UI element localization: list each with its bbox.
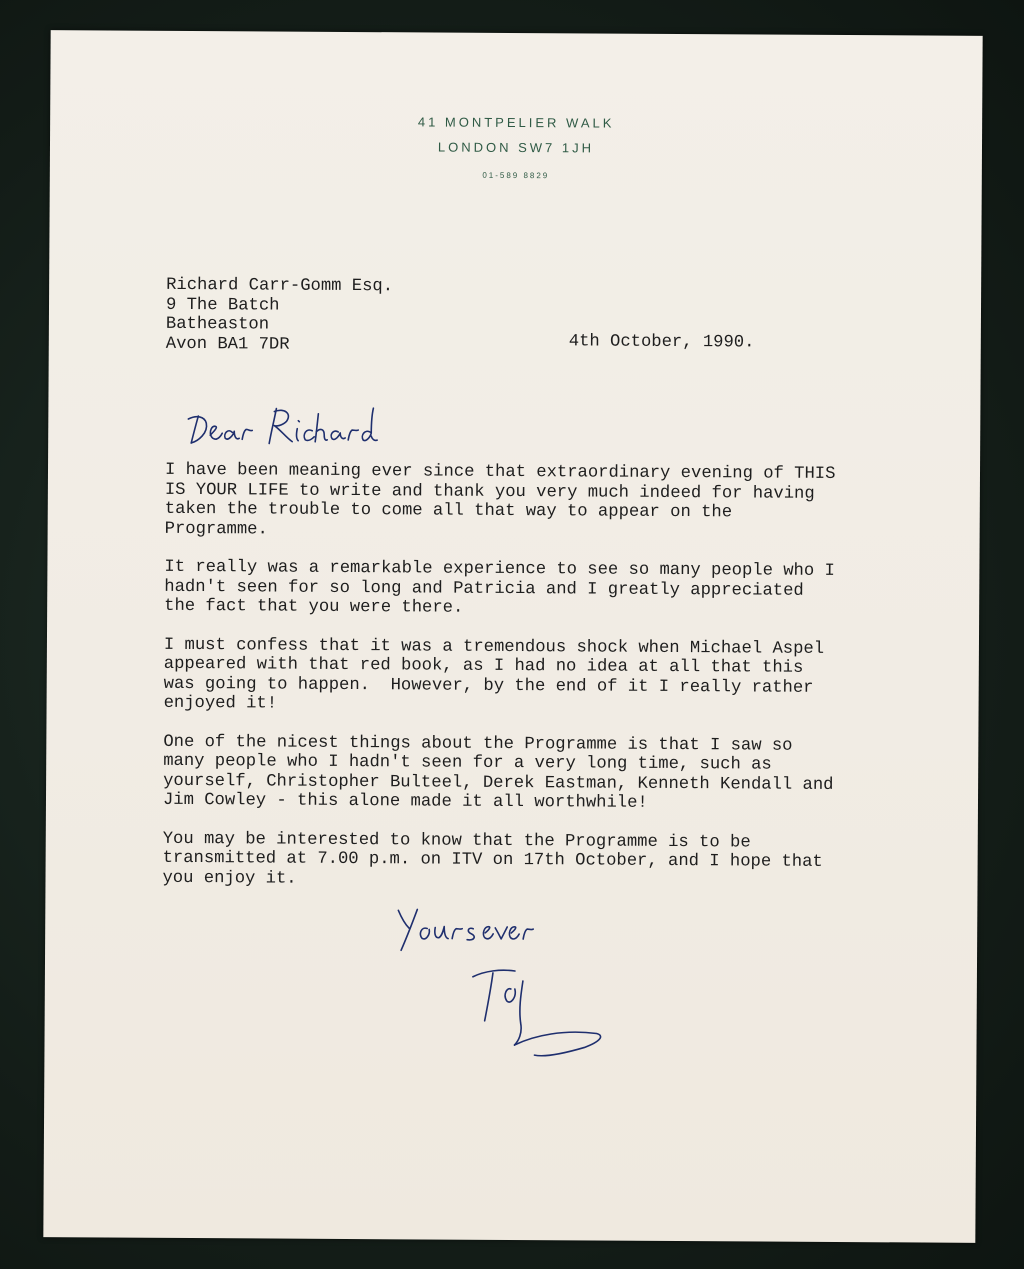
body-paragraph: I have been meaning ever since that extraordinary evening of THIS IS YOUR LIFE to write and thank you very much indeed for having taken the trouble to come all that way to appear on the Programme.	[164, 460, 836, 539]
letterhead-address-line: 41 MONTPELIER WALK	[417, 114, 615, 131]
recipient-street: 9 The Batch	[165, 295, 280, 316]
letter-body	[162, 461, 955, 912]
handwritten-signature	[472, 970, 601, 1056]
recipient-town: Batheaston	[165, 314, 270, 335]
letter-page	[43, 30, 982, 1243]
recipient-county: Avon BA1 7DR	[165, 334, 290, 355]
handwritten-salutation	[188, 407, 377, 444]
letterhead-phone: 01-589 8829	[482, 170, 550, 181]
body-paragraph: It really was a remarkable experience to see so many people who I hadn't seen for so long and Patricia and I greatly appreciated the fact that you were there.	[164, 557, 835, 618]
letter-date: 4th October, 1990.	[568, 332, 755, 353]
letterhead-city-line: LONDON SW7 1JH	[437, 139, 595, 156]
body-paragraph: One of the nicest things about the Programme is that I saw so many people who I hadn't seen for a very long time, such as yourself, Christopher Bulteel, Derek Eastman, Kenneth Kendall and Jim Cowley - this alone made it all worthwhile!	[162, 732, 834, 813]
recipient-name: Richard Carr-Gomm Esq.	[166, 275, 394, 297]
body-paragraph: You may be interested to know that the Programme is to be transmitted at 7.00 p.m. on ITV on 17th October, and I hope that you enjoy it.	[162, 829, 823, 889]
handwritten-closing	[398, 909, 533, 951]
body-paragraph: I must confess that it was a tremendous shock when Michael Aspel appeared with that red book, as I had no idea at all that this was going to happen. However, by the end of it I really rather enjoyed it!	[163, 635, 825, 714]
